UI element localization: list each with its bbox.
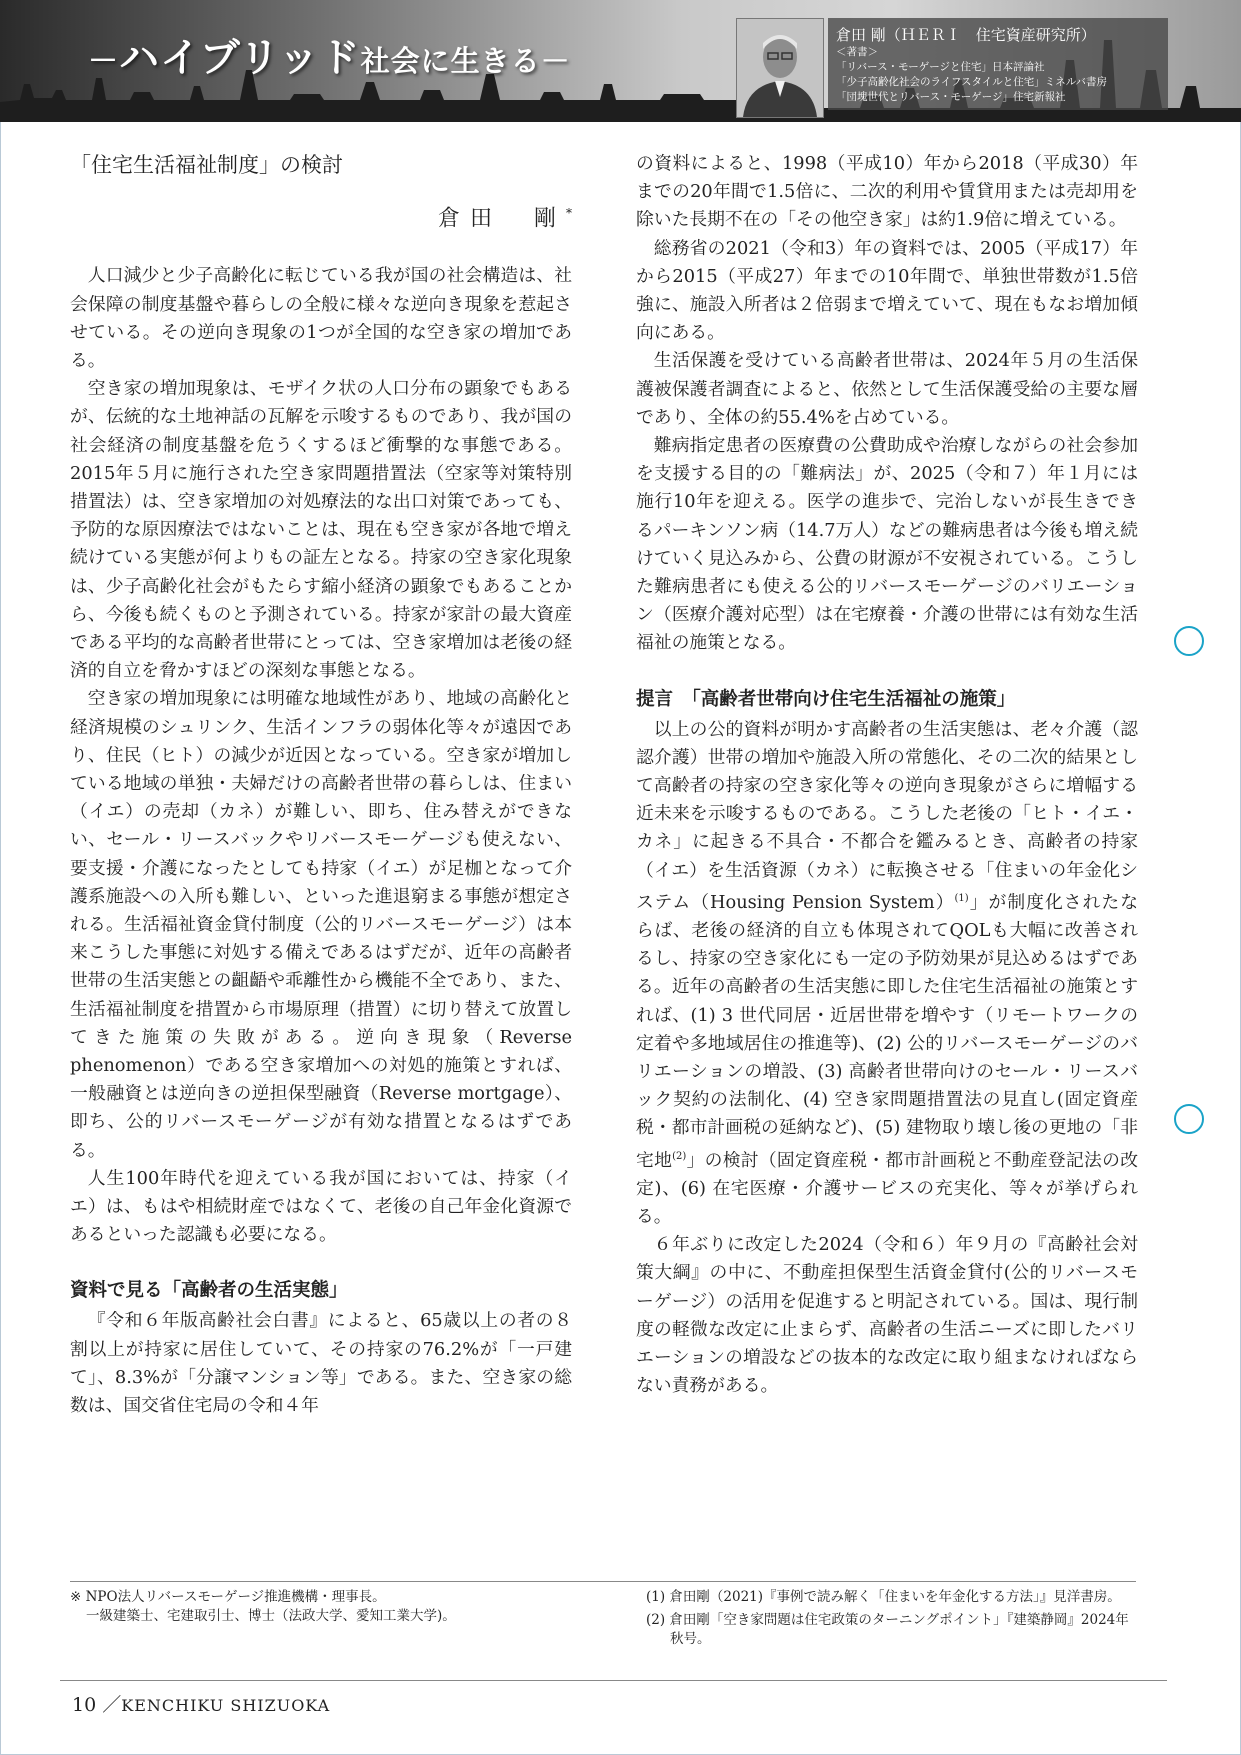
series-title-rest: 社会に生きる－ (360, 44, 571, 78)
body-paragraph (636, 716, 1138, 1232)
footnote-ref: (2) (672, 1150, 687, 1162)
body-paragraph: 難病指定患者の医療費の公費助成や治療しながらの社会参加を支援する目的の「難病法」が、2025（令和７）年１月には施行10年を迎える。医学の進歩で、完治しないが長生きできるパーキンソン病（14.7万人）などの難病患者は今後も増え続けていく見込みから、公費の財源が不安視されている。こうした難病患者にも使える公的リバースモーゲージのバリエーション（医療介護対応型）は在宅療養・介護の世帯には有効な生活福祉の施策となる。 (636, 435, 1138, 654)
body-paragraph-continued: の資料によると、1998（平成10）年から2018（平成30）年までの20年間で1.5倍に、二次的利用や賃貸用または売却用を除いた長期不在の「その他空き家」は約1.9倍に増えている。 (636, 153, 1138, 231)
section-heading: 資料で見る「高齢者の生活実態」 (70, 1280, 348, 1302)
series-title-prefix: － (88, 44, 119, 79)
text-run: 」が制度化されたならば、老後の経済的自立も体現されてQOLも大幅に改善されるし、持家の空き家化にも一定の予防効果が見込めるはずである。近年の高齢者の生活実態に即した住宅生活福祉の施策とすれば、(1) 3 世代同居・近居世帯を増やす（リモートワークの定着や多地域居住の推進等)、(2) 公的リバースモーゲージのバリエーションの増設、(3) 高齢者世帯向けのセール・リースバック契約の法制化、(4) 空き家問題措置法の見直し(固定資産税・都市計画税の延納など)、(5) 建物取り壊し後の更地の「非宅地 (636, 891, 1138, 1171)
body-paragraph: ６年ぶりに改定した2024（令和６）年９月の『高齢社会対策大綱』の中に、不動産担保型生活資金貸付(公的リバースモーゲージ）の活用を促進すると明記されている。国は、現行制度の軽微な改定に止まらず、高齢者の生活ニーズに即したバリエーションの増設などの抜本的な改定に取り組まなければならない責務がある。 (636, 1234, 1138, 1397)
body-paragraph: 空き家の増加現象には明確な地域性があり、地域の高齢化と経済規模のシュリンク、生活インフラの弱体化等々が遠因であり、住民（ヒト）の減少が近因となっている。空き家が増加している地域の単独・夫婦だけの高齢者世帯の暮らしは、住まい（イエ）の売却（カネ）が難しい、即ち、住み替えができない、セール・リースバックやリバースモーゲージも使えない、要支援・介護になったとしても持家（イエ）が足枷となって介護系施設への入所も難しい、といった進退窮まる事態が想定される。生活福祉資金貸付制度（公的リバースモーゲージ）は本来こうした事態に対処する備えであるはずだが、近年の高齢者世帯の生活実態との齟齬や乖離性から機能不全であり、また、生活福祉制度を措置から市場原理（措置）に切り替えて放置してきた施策の失敗がある。逆向き現象（Reverse phenomenon）である空き家増加への対処的施策とすれば、一般融資とは逆向きの逆担保型融資（Reverse mortgage）、即ち、公的リバースモーゲージが有効な措置となるはずである。 (70, 688, 572, 1161)
footer-divider (60, 1680, 1167, 1681)
body-paragraph: 空き家の増加現象は、モザイク状の人口分布の顕象でもあるが、伝統的な土地神話の瓦解を示唆するものであり、我が国の社会経済の制度基盤を危うくするほど衝撃的な事態である。2015年５月に施行された空き家問題措置法（空家等対策特別措置法）は、空き家増加の対処療法的な出口対策であっても、予防的な原因療法ではないことは、現在も空き家が各地で増え続けている実態が何よりもの証左となる。持家の空き家化現象は、少子高齢化社会がもたらす縮小経済の顕象でもあることから、今後も続くものと予測されている。持家が家計の最大資産である平均的な高齢者世帯にとっては、空き家増加は老後の経済的自立を脅かすほどの深刻な事態となる。 (70, 378, 572, 682)
author-photo (736, 18, 824, 118)
registration-circle-icon (1174, 626, 1204, 656)
footnote-item: (1) 倉田剛（2021)『事例で読み解く「住まいを年金化する方法」』見洋書房。 (646, 1589, 1121, 1605)
body-paragraph: 人生100年時代を迎えている我が国においては、持家（イエ）は、もはや相続財産ではなくて、老後の自己年金化資源であるといった認識も必要になる。 (70, 1167, 572, 1246)
body-paragraph: 人口減少と少子高齢化に転じている我が国の社会構造は、社会保障の制度基盤や暮らしの全般に様々な逆向き現象を惹起させている。その逆向き現象の1つが全国的な空き家の増加である。 (70, 265, 572, 371)
right-column (636, 150, 1138, 1400)
series-title (88, 26, 571, 83)
page-footer (72, 1690, 330, 1717)
section-heading: 提言 「高齢者世帯向け住宅生活福祉の施策」 (636, 688, 1016, 710)
author-note-line: 一級建築士、宅建取引士、博士（法政大学、愛知工業大学)。 (86, 1608, 456, 1624)
page-header-banner (0, 0, 1241, 122)
body-paragraph: 総務省の2021（令和3）年の資料では、2005（平成17）年から2015（平成27）年までの10年間で、単独世帯数が1.5倍強に、施設入所者は２倍弱まで増えていて、現在もなお増加傾向にある。 (636, 237, 1138, 344)
article-author (70, 198, 572, 234)
book-item: 「リバース・モーゲージと住宅」日本評論社 (836, 61, 1045, 73)
author-name: 倉田 剛 (437, 206, 566, 232)
footnote-item: (2) 倉田剛「空き家問題は住宅政策のターニングポイント」『建築静岡』2024年秋号。 (646, 1612, 1129, 1647)
article-title: 「住宅生活福祉制度」の検討 (70, 153, 343, 177)
text-run: 」の検討（固定資産税・都市計画税と不動産登記法の改定)、(6) 在宅医療・介護サービスの充実化、等々が挙げられる。 (636, 1149, 1138, 1227)
page-number: 10 (72, 1694, 97, 1716)
footnote-ref: (1) (954, 892, 969, 904)
series-title-main: ハイブリッド (119, 35, 361, 81)
author-footnote-mark: * (566, 206, 572, 220)
body-paragraph: 『令和６年版高齢社会白書』によると、65歳以上の者の８割以上が持家に居住していて、その持家の76.2%が「一戸建て」、8.3%が「分譲マンション等」である。また、空き家の総数は、国交省住宅局の令和４年 (70, 1310, 572, 1417)
text-run: 以上の公的資料が明かす高齢者の生活実態は、老々介護（認認介護）世帯の増加や施設入所の常態化、その二次的結果として高齢者の持家の空き家化等々の逆向き現象がさらに増幅する近未来を示唆するものである。こうした老後の「ヒト・イエ・カネ」に起きる不具合・不都合を鑑みるとき、高齢者の持家（イエ）を生活資源（カネ）に転換させる「住まいの年金化システム（Housing Pension System） (636, 718, 1138, 913)
books-label: ＜著書＞ (836, 46, 878, 58)
body-paragraph: 生活保護を受けている高齢者世帯は、2024年５月の生活保護被保護者調査によると、依然として生活保護受給の主要な層であり、全体の約55.4%を占めている。 (636, 350, 1138, 428)
author-profile-name: 倉田 剛（ＨＥＲＩ 住宅資産研究所） (836, 26, 1096, 44)
left-column (70, 148, 572, 1420)
registration-circle-icon (1174, 1104, 1204, 1134)
author-profile-box (828, 18, 1168, 110)
magazine-name: KENCHIKU SHIZUOKA (121, 1696, 331, 1715)
footer-separator: ／ (102, 1694, 122, 1716)
book-item: 「少子高齢化社会のライフスタイルと住宅」ミネルバ書房 (836, 76, 1108, 88)
book-item: 「団塊世代とリバース・モーゲージ」住宅新報社 (836, 91, 1066, 103)
author-note (70, 1588, 570, 1626)
footnote-divider (70, 1581, 1136, 1582)
portrait-image (737, 19, 823, 117)
footnotes-list (646, 1588, 1141, 1653)
author-note-line: ※ NPO法人リバースモーゲージ推進機構・理事長。 (70, 1589, 386, 1605)
